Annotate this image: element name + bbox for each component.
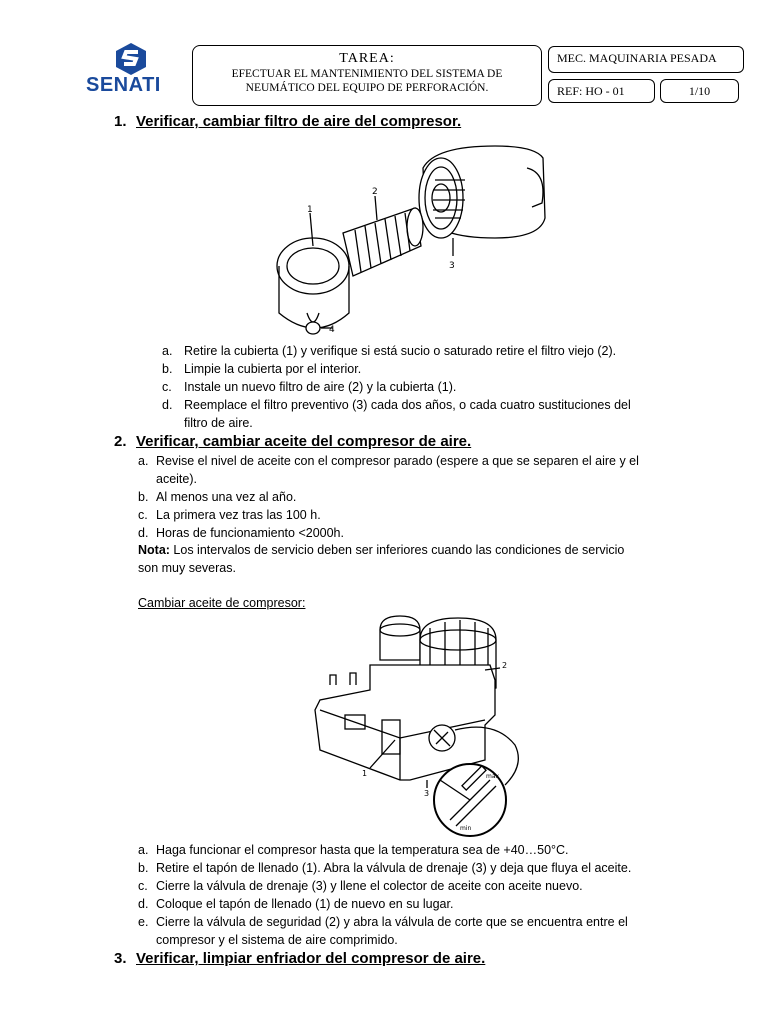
list-item: a. Retire la cubierta (1) y verifique si está sucio o saturado retire el filtro viejo (2).: [162, 344, 617, 358]
section2-list: [138, 452, 718, 542]
task-desc-line1: EFECTUAR EL MANTENIMIENTO DEL SISTEMA DE: [231, 68, 503, 80]
senati-emblem-icon: [86, 42, 176, 76]
section2-steps: [138, 841, 728, 949]
section1-title: Verificar, cambiar filtro de aire del compresor.: [136, 113, 462, 130]
ref-box: [548, 79, 655, 103]
note-label: Nota:: [138, 543, 170, 557]
fig1-label-2: 2: [372, 187, 378, 197]
subheading: Cambiar aceite de compresor:: [138, 596, 306, 610]
section2-heading: [114, 433, 471, 450]
fig2-label-3: 3: [424, 789, 430, 798]
task-box: [192, 45, 542, 106]
course-label: MEC. MAQUINARIA PESADA: [557, 51, 717, 65]
list-item: c. Cierre la válvula de drenaje (3) y llene el colector de aceite con aceite nuevo.: [138, 879, 583, 893]
logo-text: SENATI: [86, 74, 161, 96]
compressor-figure: [300, 610, 530, 838]
section1-list: [162, 342, 722, 432]
fig1-label-3: 3: [449, 261, 455, 271]
list-item: a. Haga funcionar el compresor hasta que la temperatura sea de +40…50°C.: [138, 843, 569, 857]
section3-number: 3.: [114, 950, 127, 967]
note: [138, 541, 718, 577]
list-item: filtro de aire.: [184, 416, 253, 430]
list-item: compresor y el sistema de aire comprimido.: [156, 933, 398, 947]
page-number: 1/10: [688, 84, 711, 98]
section2-title: Verificar, cambiar aceite del compresor de aire.: [136, 433, 472, 450]
section3-title: Verificar, limpiar enfriador del compresor de aire.: [136, 950, 486, 967]
fig1-label-1: 1: [307, 205, 313, 215]
list-item: d. Horas de funcionamiento <2000h.: [138, 526, 344, 540]
task-title: TAREA:: [339, 51, 395, 66]
note-text-line2: son muy severas.: [138, 561, 236, 575]
list-item: d. Reemplace el filtro preventivo (3) cada dos años, o cada cuatro sustituciones del: [162, 398, 631, 412]
page-box: [660, 79, 739, 103]
list-item: d. Coloque el tapón de llenado (1) de nuevo en su lugar.: [138, 897, 454, 911]
fig2-label-min: min: [460, 825, 472, 832]
list-item: a. Revise el nivel de aceite con el compresor parado (espere a que se separen el aire y el: [138, 454, 639, 468]
list-item: b. Retire el tapón de llenado (1). Abra la válvula de drenaje (3) y deja que fluya el aceite.: [138, 861, 632, 875]
list-item: c. La primera vez tras las 100 h.: [138, 508, 321, 522]
fig1-label-4: 4: [329, 325, 335, 335]
list-item: c. Instale un nuevo filtro de aire (2) y la cubierta (1).: [162, 380, 457, 394]
fig2-label-1: 1: [362, 769, 368, 778]
note-text: Los intervalos de servicio deben ser inferiores cuando las condiciones de servicio: [169, 543, 625, 557]
air-filter-figure: [265, 138, 555, 338]
list-item: b. Al menos una vez al año.: [138, 490, 297, 504]
course-box: [548, 46, 744, 73]
fig2-label-2: 2: [502, 661, 508, 670]
list-item: aceite).: [156, 472, 197, 486]
section2-number: 2.: [114, 433, 127, 450]
ref-label: REF: HO - 01: [557, 84, 625, 98]
fig2-label-max: max: [486, 773, 500, 780]
list-item: b. Limpie la cubierta por el interior.: [162, 362, 362, 376]
section1-number: 1.: [114, 113, 127, 130]
task-desc-line2: NEUMÁTICO DEL EQUIPO DE PERFORACIÓN.: [245, 82, 489, 94]
list-item: e. Cierre la válvula de seguridad (2) y abra la válvula de corte que se encuentra entre el: [138, 915, 628, 929]
section1-heading: [114, 113, 461, 130]
section3-heading: [114, 950, 485, 967]
